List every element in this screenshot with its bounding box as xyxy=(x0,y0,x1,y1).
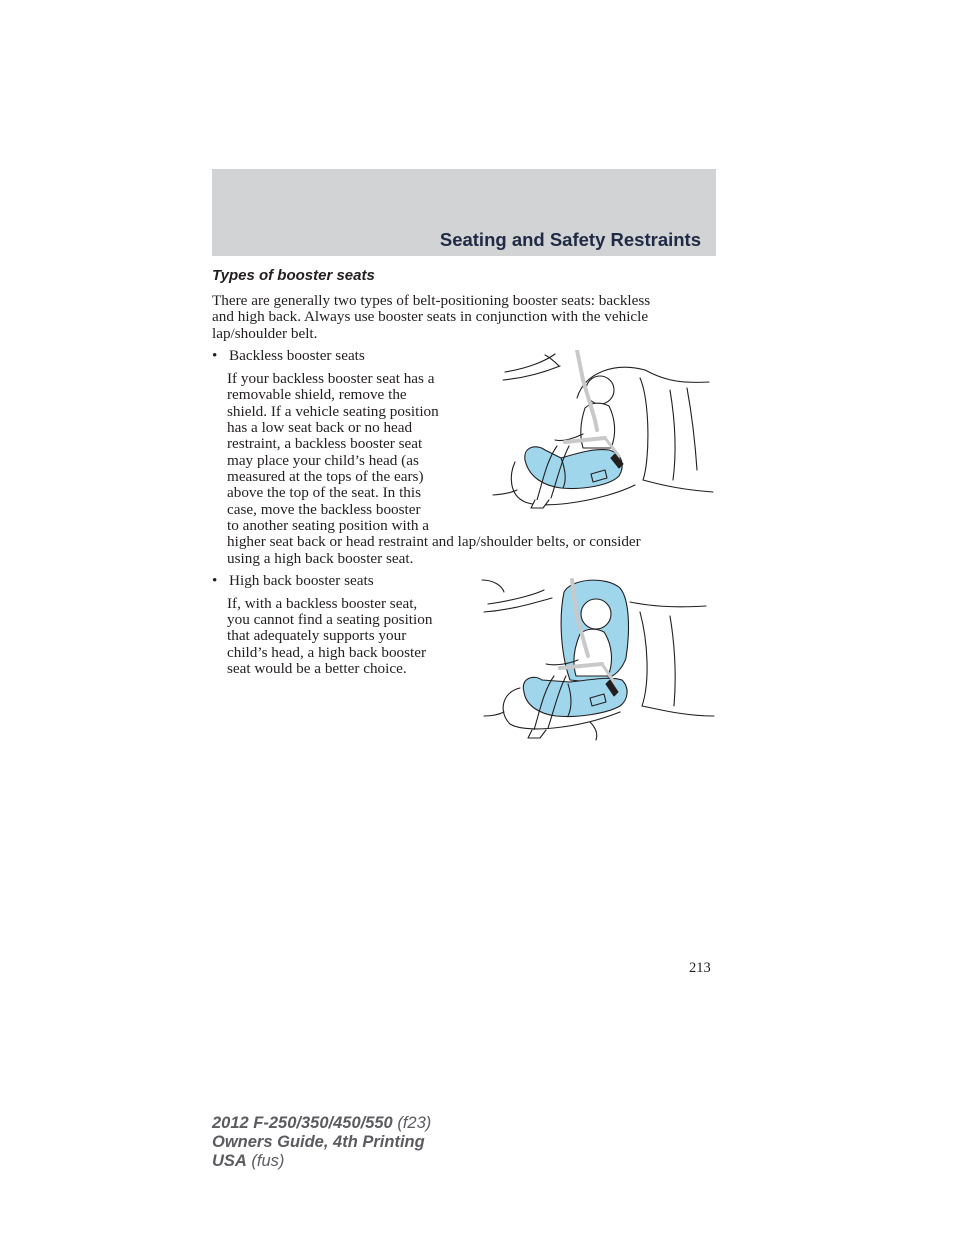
bullet-marker: • xyxy=(212,572,218,589)
body-line: may place your child’s head (as xyxy=(227,452,419,469)
document-footer xyxy=(212,1114,431,1171)
footer-market-line xyxy=(212,1152,431,1171)
subheading: Types of booster seats xyxy=(212,267,375,284)
body-line: measured at the tops of the ears) xyxy=(227,468,424,485)
body-line: seat would be a better choice. xyxy=(227,660,407,677)
bullet-high-back xyxy=(212,573,374,589)
intro-line: lap/shoulder belt. xyxy=(212,324,318,342)
body-line: If your backless booster seat has a xyxy=(227,370,435,387)
body-line: you cannot find a seating position xyxy=(227,611,433,628)
body-line: removable shield, remove the xyxy=(227,386,407,403)
footer-guide-line xyxy=(212,1133,431,1152)
body-line: has a low seat back or no head xyxy=(227,419,413,436)
backless-booster-seat-illustration xyxy=(485,350,715,515)
intro-line: and high back. Always use booster seats in conjunction with the vehicle xyxy=(212,308,649,326)
bullet-marker: • xyxy=(212,347,218,364)
bullet-label: High back booster seats xyxy=(229,572,374,589)
bullet-label: Backless booster seats xyxy=(229,347,365,364)
footer-model: 2012 F-250/350/450/550 xyxy=(212,1114,393,1132)
body-line: child’s head, a high back booster xyxy=(227,644,427,661)
body-line: using a high back booster seat. xyxy=(227,550,414,567)
footer-guide: Owners Guide, 4th Printing xyxy=(212,1133,425,1151)
section-header-band xyxy=(212,169,716,256)
intro-paragraph xyxy=(212,293,712,342)
body-line: above the top of the seat. In this xyxy=(227,484,422,501)
bullet-backless xyxy=(212,348,365,364)
body-line: If, with a backless booster seat, xyxy=(227,595,418,612)
body-line: to another seating position with a xyxy=(227,517,430,534)
page-number: 213 xyxy=(689,960,711,976)
footer-market-code: (fus) xyxy=(246,1152,285,1170)
footer-model-line xyxy=(212,1114,431,1133)
body-line: restraint, a backless booster seat xyxy=(227,435,423,452)
section-title: Seating and Safety Restraints xyxy=(439,229,701,250)
intro-line: There are generally two types of belt-positioning booster seats: backless xyxy=(212,292,651,309)
body-line: that adequately supports your xyxy=(227,627,407,644)
high-back-booster-seat-illustration xyxy=(480,572,716,744)
body-line: shield. If a vehicle seating position xyxy=(227,403,439,420)
footer-model-code: (f23) xyxy=(392,1114,432,1132)
body-line: case, move the backless booster xyxy=(227,501,421,518)
footer-market: USA xyxy=(212,1152,247,1170)
body-line: higher seat back or head restraint and lap/shoulder belts, or consider xyxy=(227,533,641,550)
